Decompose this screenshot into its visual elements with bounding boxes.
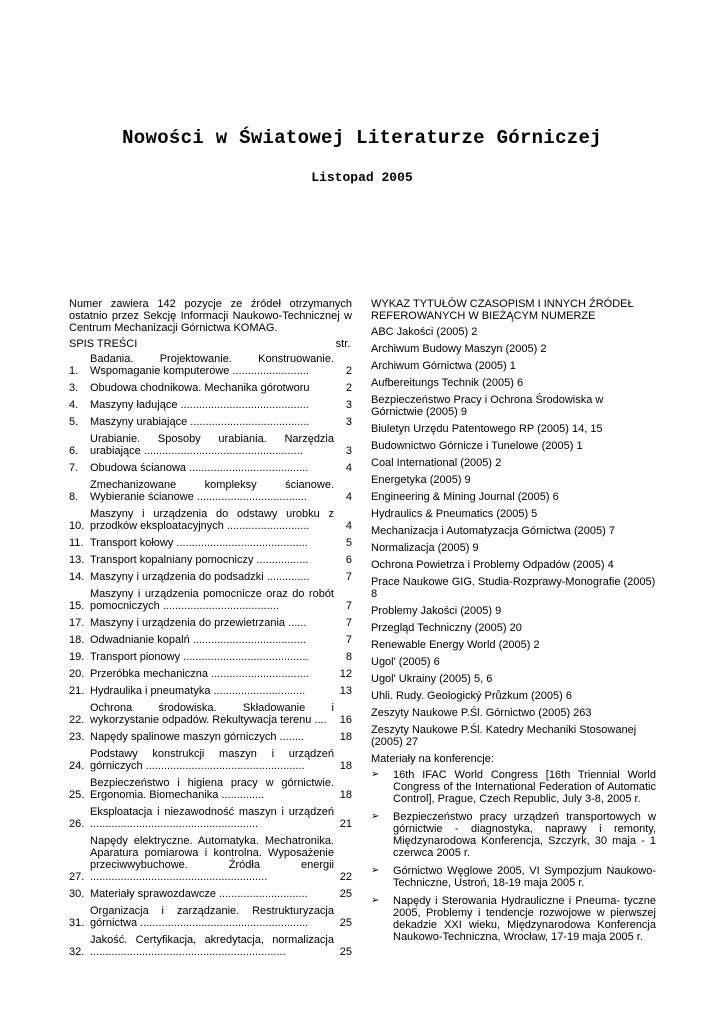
toc-item: [69, 905, 352, 929]
sources-list: [371, 326, 656, 748]
toc-item-number: 25.: [69, 789, 85, 801]
toc-item-number: 26.: [69, 818, 85, 830]
conference-item: [371, 811, 656, 859]
source-item: Energetyka (2005) 9: [371, 474, 471, 486]
toc-item-title: Maszyny i urządzenia do odstawy urobku z przodków eksploatacyjnych ...........................: [90, 508, 334, 532]
conference-item: [371, 865, 656, 889]
source-item: Engineering & Mining Journal (2005) 6: [371, 491, 559, 503]
toc-item-number: 31.: [69, 917, 85, 929]
toc-item-title: Ochrona środowiska. Składowanie i wykorzystanie odpadów. Rekultywacja terenu ....: [90, 702, 334, 726]
source-item: Bezpieczeństwo Pracy i Ochrona Środowiska w Górnictwie (2005) 9: [371, 394, 604, 418]
toc-item: [69, 462, 352, 474]
toc-item-page: 4: [345, 462, 352, 474]
source-item: Prace Naukowe GIG. Studia-Rozprawy-Monografie (2005) 8: [371, 576, 656, 600]
toc-item: [69, 888, 352, 900]
toc-item-page: 6: [345, 554, 352, 566]
toc-item-page: 22: [339, 871, 352, 883]
left-column: [69, 298, 352, 963]
source-item: ABC Jakości (2005) 2: [371, 326, 478, 338]
toc-item-page: 3: [345, 416, 352, 428]
conferences-heading: Materiały na konferencje:: [371, 753, 494, 765]
toc-item-page: 12: [339, 668, 352, 680]
toc-item-page: 4: [345, 520, 352, 532]
source-item: Zeszyty Naukowe P.Śl. Katedry Mechaniki Stosowanej (2005) 27: [371, 724, 637, 748]
toc-item: [69, 571, 352, 583]
conference-text: Górnictwo Węglowe 2005, VI Sympozjum Naukowo-Techniczne, Ustroń, 18-19 maja 2005 r.: [393, 865, 656, 889]
toc-item-number: 3.: [69, 382, 79, 394]
toc-item-number: 23.: [69, 731, 85, 743]
toc-item-page: 5: [345, 537, 352, 549]
toc-item: [69, 835, 352, 883]
toc-item-page: 7: [345, 617, 352, 629]
toc-item-number: 27.: [69, 871, 85, 883]
toc-item-title: Urabianie. Sposoby urabiania. Narzędzia urabiające ....................................................: [90, 433, 334, 457]
toc-heading: SPIS TREŚCI: [69, 338, 138, 350]
toc-item-title: Jakość. Certyfikacja, akredytacja, normalizacja ................................................................: [90, 934, 334, 958]
toc-item-number: 32.: [69, 946, 85, 958]
sources-heading: WYKAZ TYTUŁÓW CZASOPISM I INNYCH ŹRÓDEŁ REFEROWANYCH W BIEŻĄCYM NUMERZE: [371, 298, 634, 322]
toc-item-title: Maszyny urabiające .......................................: [90, 416, 310, 428]
toc-item-title: Zmechanizowane kompleksy ścianowe. Wybieranie ścianowe ....................................: [90, 479, 334, 503]
toc-item-page: 7: [345, 634, 352, 646]
source-item: Budownictwo Górnicze i Tunelowe (2005) 1: [371, 440, 583, 452]
toc-item: [69, 508, 352, 532]
toc-item-number: 17.: [69, 617, 85, 629]
toc-item-number: 24.: [69, 760, 85, 772]
toc-item-number: 30.: [69, 888, 85, 900]
toc-item: [69, 748, 352, 772]
conference-text: Bezpieczeństwo pracy urządzeń transportowych w górnictwie - diagnostyka, naprawy i remonty, Międzynarodowa Konferencja, Szczyrk, 30 maja - 1 czerwca 2005 r.: [393, 811, 656, 859]
toc-item-title: Badania. Projektowanie. Konstruowanie. Wspomaganie komputerowe .........................: [90, 353, 334, 377]
toc-item-number: 10.: [69, 520, 85, 532]
toc-item-number: 13.: [69, 554, 85, 566]
source-item: Biuletyn Urzędu Patentowego RP (2005) 14, 15: [371, 423, 603, 435]
toc-item-number: 15.: [69, 600, 85, 612]
toc-header: [69, 338, 352, 350]
conference-item: [371, 769, 656, 805]
toc-item-title: Obudowa chodnikowa. Mechanika górotworu: [90, 382, 310, 394]
toc-item-number: 22.: [69, 714, 85, 726]
toc-item-page: 8: [345, 651, 352, 663]
source-item: Archiwum Budowy Maszyn (2005) 2: [371, 343, 547, 355]
toc-item-title: Maszyny i urządzenia pomocnicze oraz do robót pomocniczych ......................................: [90, 588, 334, 612]
toc-item-title: Maszyny i urządzenia do przewietrzania ......: [90, 617, 307, 629]
toc-item-number: 5.: [69, 416, 79, 428]
toc-item-title: Odwadnianie kopalń .....................................: [90, 634, 306, 646]
arrow-bullet-icon: ➢: [371, 769, 380, 780]
toc-item-title: Materiały sprawozdawcze .............................: [90, 888, 308, 900]
toc-item: [69, 702, 352, 726]
toc-item-title: Eksploatacja i niezawodność maszyn i urządzeń .......................................................: [90, 806, 334, 830]
toc-item: [69, 588, 352, 612]
toc-item: [69, 634, 352, 646]
toc-item: [69, 731, 352, 743]
toc-item-number: 4.: [69, 399, 79, 411]
toc-item: [69, 399, 352, 411]
toc-item-page: 18: [339, 760, 352, 772]
toc-item-page: 25: [339, 917, 352, 929]
toc-item: [69, 416, 352, 428]
arrow-bullet-icon: ➢: [371, 811, 380, 822]
conference-item: [371, 895, 656, 943]
toc-item-number: 8.: [69, 491, 79, 503]
toc-item-number: 6.: [69, 445, 79, 457]
source-item: Ochrona Powietrza i Problemy Odpadów (2005) 4: [371, 559, 614, 571]
toc-item-title: Napędy spalinowe maszyn górniczych ........: [90, 731, 304, 743]
intro-text: Numer zawiera 142 pozycje ze źródeł otrzymanych ostatnio przez Sekcję Informacji Naukowo-Technicznej w Centrum Mechanizacji Górnictwa KOMAG.: [69, 298, 352, 334]
source-item: Uhli. Rudy. Geologický Průzkum (2005) 6: [371, 690, 572, 702]
toc-item-title: Bezpieczeństwo i higiena pracy w górnictwie. Ergonomia. Biomechanika ..............: [90, 777, 334, 801]
toc-item-number: 11.: [69, 537, 84, 549]
toc-item-number: 14.: [69, 571, 85, 583]
issue-date: Listopad 2005: [311, 170, 413, 185]
toc-item: [69, 382, 352, 394]
arrow-bullet-icon: ➢: [371, 895, 380, 906]
toc-item-page: 4: [345, 491, 352, 503]
toc-item-page: 16: [339, 714, 352, 726]
toc-item: [69, 537, 352, 549]
toc-item-title: Przeróbka mechaniczna ................................: [90, 668, 309, 680]
toc-item-number: 7.: [69, 462, 79, 474]
toc-item-title: Obudowa ścianowa .......................................: [90, 462, 309, 474]
toc-item: [69, 617, 352, 629]
toc-item-title: Hydraulika i pneumatyka ..............................: [90, 685, 306, 697]
toc-item-title: Napędy elektryczne. Automatyka. Mechatronika. Aparatura pomiarowa i kontrolna. Wyposażenie przeciwwybuchowe. Źródła energii ..........................................................: [90, 835, 334, 883]
right-column: [371, 298, 656, 949]
source-item: Ugol' (2005) 6: [371, 656, 440, 668]
source-item: Aufbereitungs Technik (2005) 6: [371, 377, 524, 389]
toc-item-title: Maszyny i urządzenia do podsadzki ..............: [90, 571, 310, 583]
page-title: Nowości w Światowej Literaturze Górniczej: [122, 127, 602, 149]
toc-item-title: Maszyny ładujące ..........................................: [90, 399, 309, 411]
source-item: Zeszyty Naukowe P.Śl. Górnictwo (2005) 263: [371, 707, 592, 719]
toc-page-heading: str.: [335, 338, 351, 350]
source-item: Mechanizacja i Automatyzacja Górnictwa (2005) 7: [371, 525, 615, 537]
toc-item-page: 2: [345, 382, 352, 394]
conference-text: 16th IFAC World Congress [16th Triennial World Congress of the International Federation of Automatic Control], Prague, Czech Republic, July 3-8, 2005 r.: [393, 769, 656, 805]
toc-item: [69, 479, 352, 503]
source-item: Ugol' Ukrainy (2005) 5, 6: [371, 673, 493, 685]
toc-item-page: 3: [345, 445, 352, 457]
toc-item-page: 7: [345, 571, 352, 583]
toc-item-page: 25: [339, 888, 352, 900]
toc-item-title: Podstawy konstrukcji maszyn i urządzeń górniczych ....................................................: [90, 748, 334, 772]
source-item: Normalizacja (2005) 9: [371, 542, 479, 554]
toc-item-title: Organizacja i zarządzanie. Restrukturyzacja górnictwa .......................................................: [90, 905, 334, 929]
source-item: Coal International (2005) 2: [371, 457, 502, 469]
toc-item-number: 19.: [69, 651, 85, 663]
toc-item: [69, 934, 352, 958]
arrow-bullet-icon: ➢: [371, 865, 380, 876]
toc-item-number: 20.: [69, 668, 85, 680]
toc-item-page: 21: [339, 818, 352, 830]
toc-item: [69, 668, 352, 680]
toc-item-number: 1.: [69, 365, 79, 377]
toc-item-page: 18: [339, 731, 352, 743]
toc-item-page: 3: [345, 399, 352, 411]
toc-item-number: 18.: [69, 634, 85, 646]
toc-item: [69, 806, 352, 830]
toc-item: [69, 353, 352, 377]
source-item: Renewable Energy World (2005) 2: [371, 639, 540, 651]
toc-item: [69, 651, 352, 663]
toc-item-page: 2: [345, 365, 352, 377]
toc-item-page: 25: [339, 946, 352, 958]
toc-item-page: 18: [339, 789, 352, 801]
conferences-list: [371, 769, 656, 943]
toc-item: [69, 685, 352, 697]
source-item: Problemy Jakości (2005) 9: [371, 605, 502, 617]
toc-item-number: 21.: [69, 685, 85, 697]
toc-item-title: Transport kołowy ...........................................: [90, 537, 308, 549]
toc-item: [69, 433, 352, 457]
toc-item-page: 7: [345, 600, 352, 612]
conference-text: Napędy i Sterowania Hydrauliczne i Pneuma- tyczne 2005, Problemy i tendencje rozwojowe w pierwszej dekadzie XXI wieku, Międzynarodowa Konferencja Naukowo-Techniczna, Wrocław, 17-19 maja 2005 r.: [393, 895, 656, 943]
source-item: Hydraulics & Pneumatics (2005) 5: [371, 508, 538, 520]
toc-item: [69, 554, 352, 566]
toc-item-title: Transport pionowy .........................................: [90, 651, 309, 663]
toc-item-title: Transport kopalniany pomocniczy .................: [90, 554, 309, 566]
toc-item-page: 13: [339, 685, 352, 697]
toc-item: [69, 777, 352, 801]
source-item: Przegląd Techniczny (2005) 20: [371, 622, 522, 634]
toc-list: [69, 353, 352, 958]
source-item: Archiwum Górnictwa (2005) 1: [371, 360, 516, 372]
